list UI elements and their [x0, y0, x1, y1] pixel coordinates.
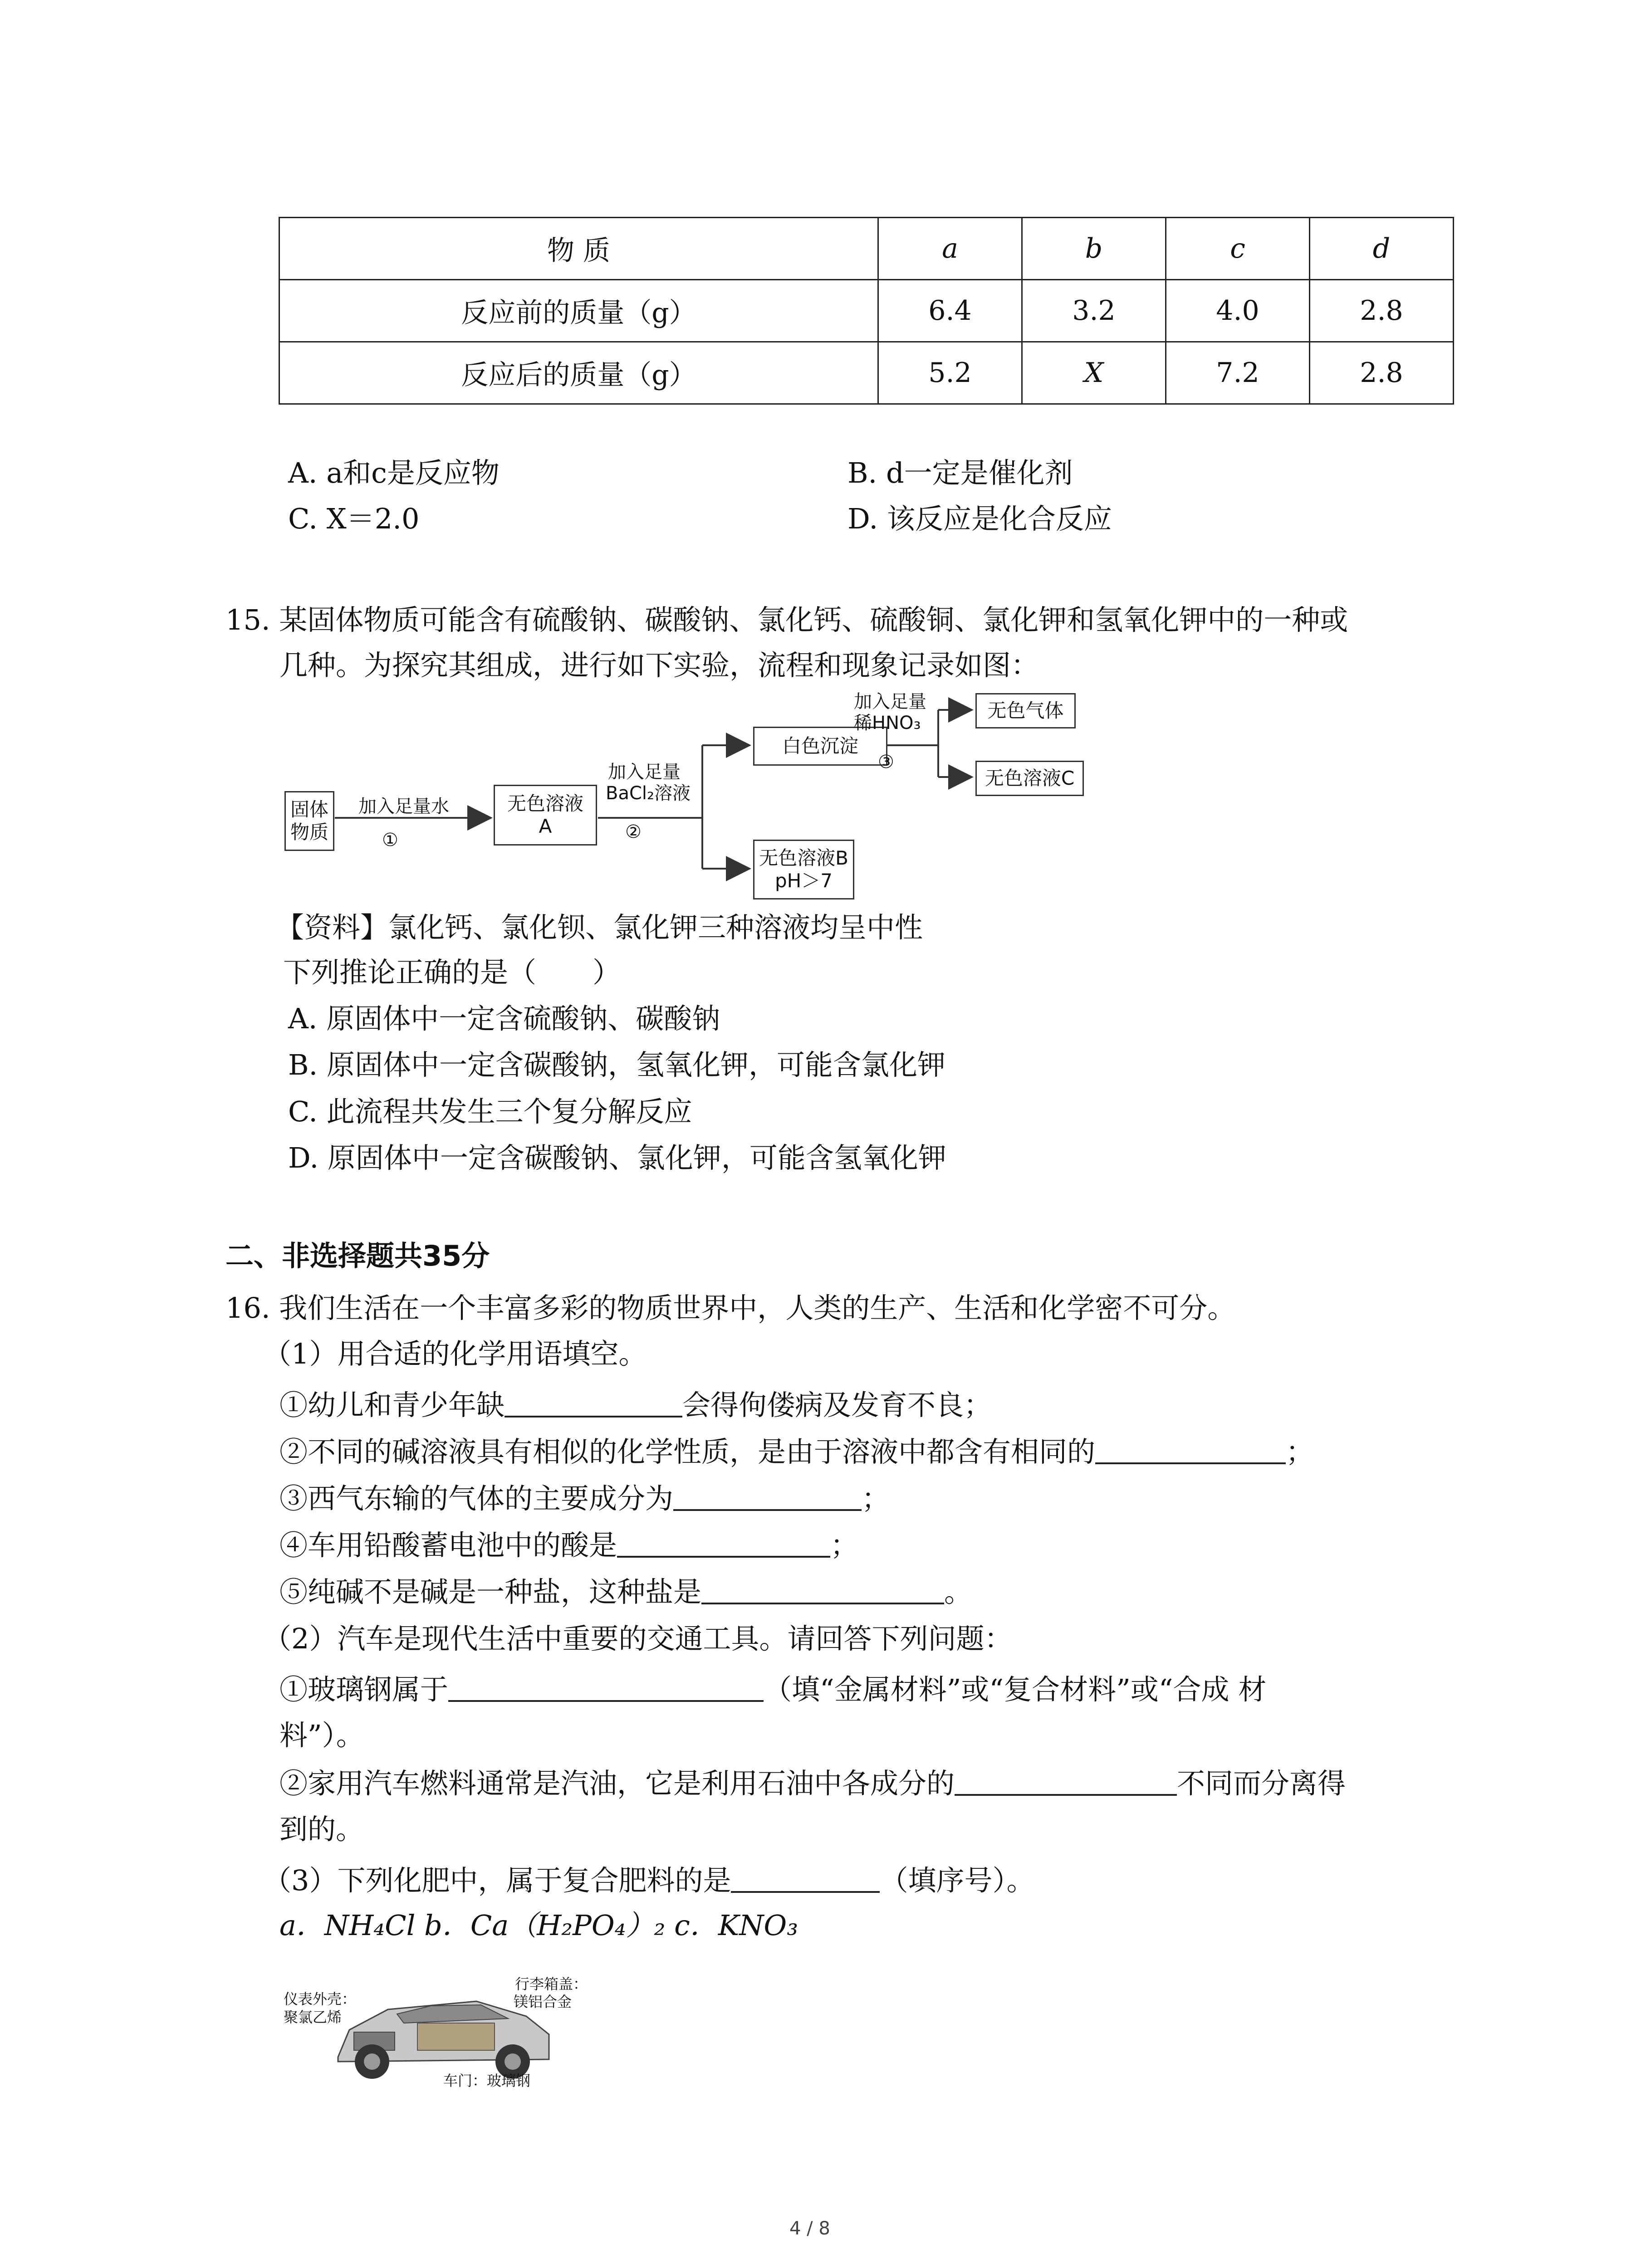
- fertilizer-options: [279, 1911, 798, 1940]
- q16-item-j2-text: ②家用汽车燃料通常是汽油，它是利用石油中各成分的: [279, 1767, 955, 1800]
- flow-box-solution-b-text: 无色溶液B pH＞7: [759, 846, 848, 892]
- answer-blank[interactable]: [955, 1769, 1177, 1796]
- car-illustration: [281, 1973, 599, 2091]
- q16-part3: [263, 1866, 1034, 1895]
- answer-blank[interactable]: [617, 1530, 830, 1558]
- q15-option-a: A. 原固体中一定含硫酸钠、碳酸钠: [288, 1002, 720, 1035]
- flow-label-step2: ②: [625, 821, 642, 842]
- flow-label-add-water: 加入足量水: [358, 796, 449, 817]
- flow-label-step1: ①: [382, 830, 398, 850]
- q16-item3: [279, 1484, 890, 1513]
- car-label-door: 车门：玻璃钢: [443, 2072, 531, 2089]
- flow-label-add-hno3-2: 稀HNO₃: [854, 713, 921, 733]
- table-cell: X: [1022, 342, 1166, 404]
- q16-item1-text: ①幼儿和青少年缺: [279, 1388, 505, 1422]
- fertilizer-a: a．NH₄Cl: [279, 1909, 416, 1942]
- table-header-cell: c: [1166, 218, 1310, 280]
- flow-box-white-ppt-text: 白色沉淀: [782, 734, 858, 757]
- flow-label-add-bacl2-1: 加入足量: [608, 762, 681, 782]
- flow-box-solid: [284, 791, 334, 851]
- q16-part2: （2）汽车是现代生活中重要的交通工具。请回答下列问题：: [263, 1622, 1013, 1655]
- table-cell: 3.2: [1022, 280, 1166, 342]
- car-label-dash-2: 聚氯乙烯: [284, 2009, 342, 2026]
- flow-box-solution-b: [753, 840, 854, 899]
- flow-box-gas: [975, 693, 1076, 728]
- q15-stem-line1: 15. 某固体物质可能含有硫酸钠、碳酸钠、氯化钙、硫酸铜、氯化钾和氢氧化钾中的一种或: [225, 603, 1348, 636]
- q15-option-c: C. 此流程共发生三个复分解反应: [288, 1095, 692, 1128]
- answer-blank[interactable]: [448, 1675, 764, 1702]
- flow-box-gas-text: 无色气体: [987, 699, 1064, 722]
- q16-item4: [279, 1529, 859, 1562]
- answer-blank[interactable]: [1095, 1437, 1286, 1464]
- q14-option-d: D. 该反应是化合反应: [847, 502, 1112, 535]
- table-cell: 反应前的质量（g）: [279, 280, 878, 342]
- q16-item-j1-text: ①玻璃钢属于: [279, 1673, 449, 1706]
- answer-blank[interactable]: [701, 1577, 944, 1604]
- q16-item2-tail: ；: [1286, 1435, 1314, 1468]
- q16-item1-tail: 会得佝偻病及发育不良；: [682, 1388, 992, 1422]
- q14-option-b: B. d一定是催化剂: [847, 456, 1073, 489]
- answer-blank[interactable]: [505, 1390, 682, 1418]
- flow-box-solution-a: [494, 785, 597, 846]
- q16-item2-text: ②不同的碱溶液具有相似的化学性质，是由于溶液中都含有相同的: [279, 1435, 1096, 1468]
- section-heading: 二、非选择题共35分: [225, 1239, 490, 1272]
- flow-box-solution-c: [975, 761, 1084, 796]
- q16-item1: [279, 1388, 992, 1422]
- q15-prompt: 下列推论正确的是（ ）: [283, 956, 621, 989]
- q16-item3-tail: ；: [862, 1482, 890, 1515]
- q16-item-j1: [279, 1675, 1266, 1704]
- q16-item4-tail: ；: [830, 1529, 859, 1562]
- table-header-cell: 物 质: [279, 218, 878, 280]
- flow-box-solution-c-text: 无色溶液C: [985, 767, 1075, 789]
- answer-blank[interactable]: [673, 1484, 862, 1511]
- flow-label-add-hno3-1: 加入足量: [854, 691, 926, 712]
- car-label-trunk-1: 行李箱盖：: [515, 1975, 588, 1993]
- table-cell: 反应后的质量（g）: [279, 342, 878, 404]
- q16-item5: [279, 1577, 972, 1606]
- q16-stem: 16. 我们生活在一个丰富多彩的物质世界中，人类的生产、生活和化学密不可分。: [225, 1291, 1236, 1325]
- q16-item5-text: ⑤纯碱不是碱是一种盐，这种盐是: [279, 1575, 702, 1608]
- q14-option-c: C. X＝2.0: [288, 502, 420, 535]
- q16-item3-text: ③西气东输的气体的主要成分为: [279, 1482, 674, 1515]
- q16-part3-text: （3）下列化肥中，属于复合肥料的是: [263, 1864, 731, 1897]
- q16-item5-tail: 。: [944, 1575, 973, 1608]
- fertilizer-b: b．Ca（H₂PO₄）₂: [424, 1909, 666, 1942]
- flow-label-add-bacl2-2: BaCl₂溶液: [606, 783, 691, 804]
- flow-box-solid-text: 固体 物质: [290, 798, 328, 843]
- q16-item4-text: ④车用铅酸蓄电池中的酸是: [279, 1529, 617, 1562]
- table-cell: 2.8: [1310, 280, 1454, 342]
- q15-option-d: D. 原固体中一定含碳酸钠、氯化钾，可能含氢氧化钾: [288, 1141, 946, 1174]
- q16-item-j2-cont: 到的。: [279, 1813, 364, 1846]
- flow-arrows: [0, 0, 1641, 907]
- table-cell: 5.2: [878, 342, 1022, 404]
- flow-box-solution-a-text: 无色溶液 A: [507, 792, 583, 837]
- table-header-cell: a: [878, 218, 1022, 280]
- table-header-cell: b: [1022, 218, 1166, 280]
- q14-option-a: A. a和c是反应物: [288, 456, 500, 489]
- table-cell: 2.8: [1310, 342, 1454, 404]
- flow-label-step3: ③: [878, 752, 894, 772]
- table-cell: 6.4: [878, 280, 1022, 342]
- q16-item-j2-tail: 不同而分离得: [1177, 1767, 1346, 1800]
- q15-option-b: B. 原固体中一定含碳酸钠，氢氧化钾，可能含氯化钾: [288, 1048, 945, 1081]
- car-label-trunk-2: 镁铝合金: [514, 1993, 572, 2010]
- q16-part1: （1）用合适的化学用语填空。: [263, 1337, 647, 1370]
- q15-stem-line2: 几种。为探究其组成，进行如下实验，流程和现象记录如图：: [279, 649, 1039, 682]
- q16-item-j1-cont: 料”）。: [279, 1719, 364, 1752]
- page-number: 4 / 8: [789, 2218, 830, 2239]
- answer-blank[interactable]: [731, 1866, 880, 1893]
- table-header-cell: d: [1310, 218, 1454, 280]
- q16-item2: [279, 1437, 1314, 1466]
- q16-part3-tail: （填序号）。: [880, 1864, 1035, 1897]
- table-cell: 4.0: [1166, 280, 1310, 342]
- q16-item-j1-tail: （填“金属材料”或“复合材料”或“合成 材: [764, 1673, 1267, 1706]
- car-label-dash-1: 仪表外壳：: [284, 1990, 357, 2008]
- table-cell: 7.2: [1166, 342, 1310, 404]
- q16-item-j2: [279, 1769, 1346, 1798]
- q15-info: 【资料】氯化钙、氯化钡、氯化钾三种溶液均呈中性: [276, 911, 923, 944]
- fertilizer-c: c．KNO₃: [674, 1909, 798, 1942]
